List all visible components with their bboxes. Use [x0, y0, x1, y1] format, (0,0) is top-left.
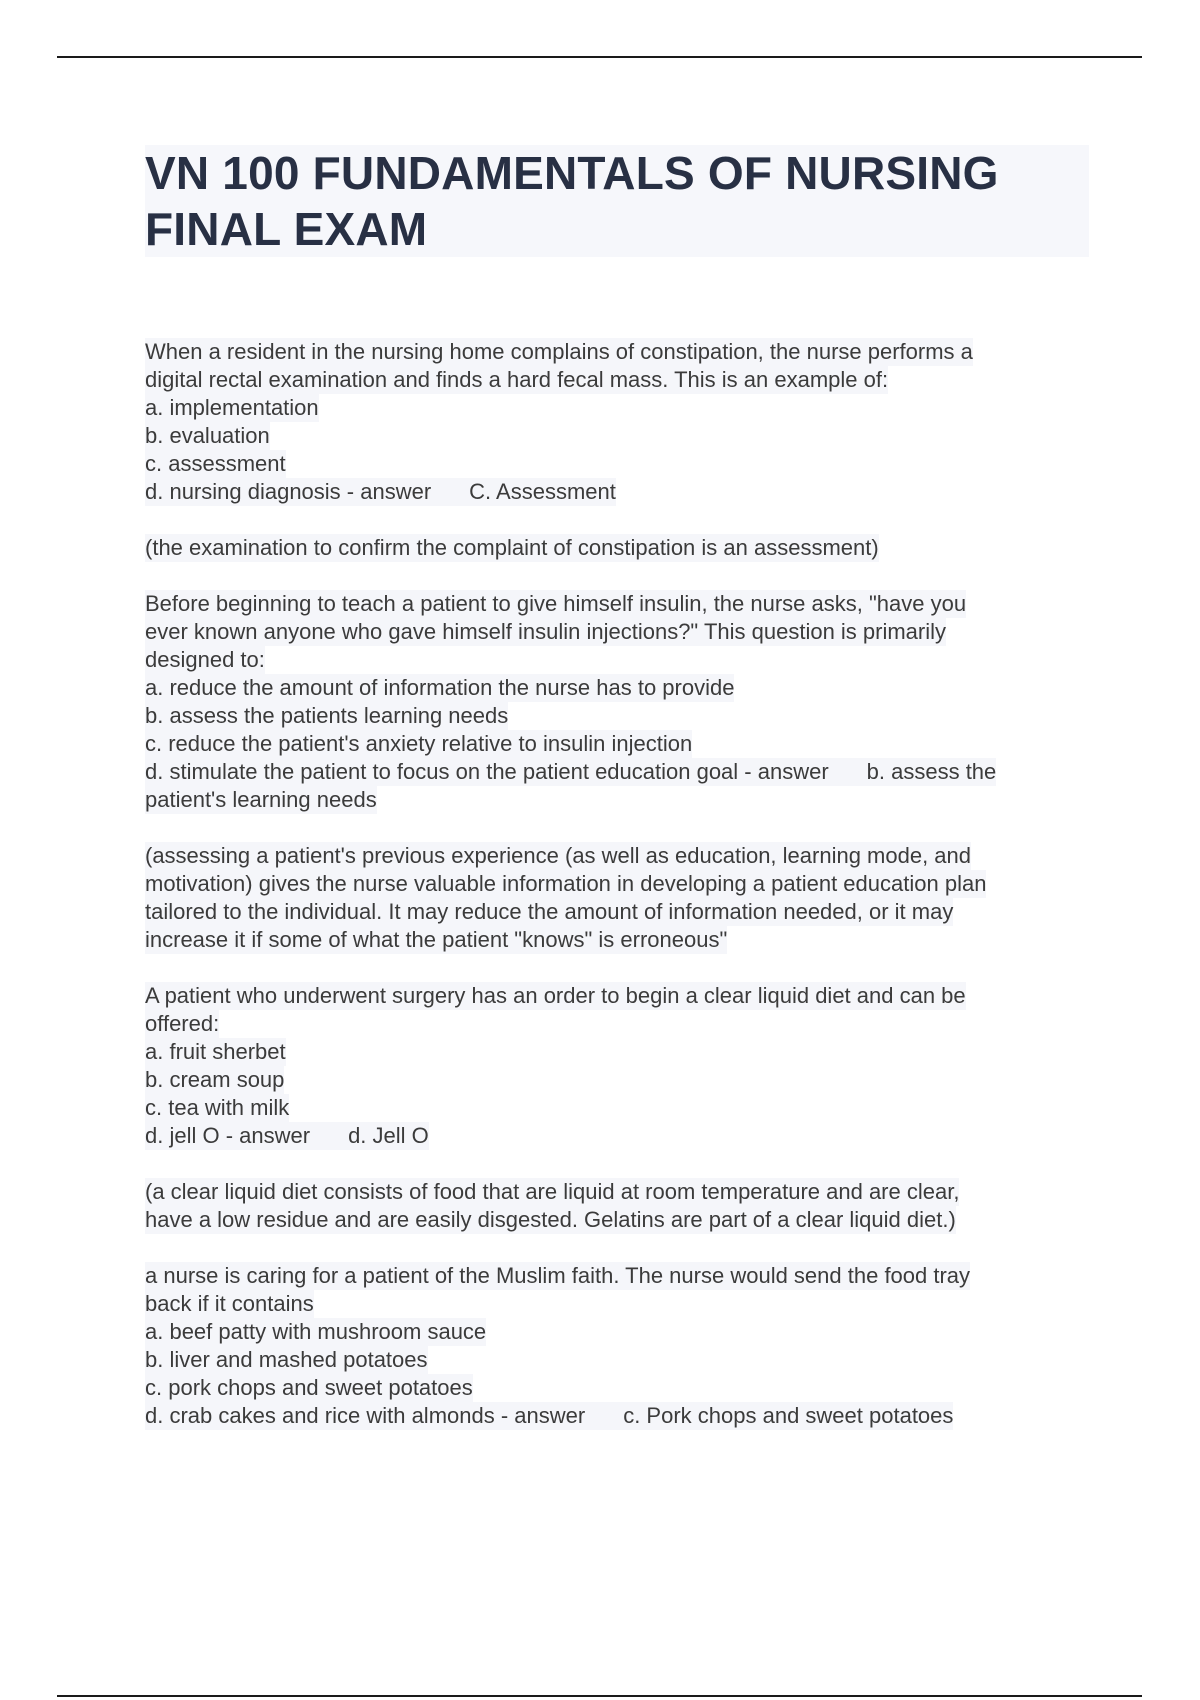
answer-option: [145, 1318, 486, 1346]
rationale-line: tailored to the individual. It may reduce the amount of information needed, or it may: [145, 899, 954, 924]
rationale-line: have a low residue and are easily disgested. Gelatins are part of a clear liquid diet.): [145, 1207, 956, 1232]
title-block: [145, 145, 1089, 257]
question-block: [145, 338, 1095, 506]
question-stem-line: designed to:: [145, 647, 265, 672]
option-text: a. fruit sherbet: [145, 1039, 286, 1064]
answer-option: [145, 702, 508, 730]
option-text: a. reduce the amount of information the nurse has to provide: [145, 675, 735, 700]
question-stem-line: Before beginning to teach a patient to give himself insulin, the nurse asks, "have you: [145, 591, 967, 616]
option-text: c. tea with milk: [145, 1095, 290, 1120]
page-title: [145, 145, 1081, 257]
option-text: d. crab cakes and rice with almonds - answer: [145, 1403, 586, 1428]
correct-answer: d. Jell O: [348, 1123, 429, 1148]
option-text: c. pork chops and sweet potatoes: [145, 1375, 473, 1400]
rationale-block: [145, 1178, 1095, 1234]
question-stem-line: A patient who underwent surgery has an order to begin a clear liquid diet and can be: [145, 983, 966, 1008]
option-text: a. beef patty with mushroom sauce: [145, 1319, 487, 1344]
question-stem-line: When a resident in the nursing home complains of constipation, the nurse performs a: [145, 339, 973, 364]
answer-option: [145, 422, 270, 450]
rationale-block: [145, 534, 1095, 562]
answer-option: [145, 394, 319, 422]
answer-option: [145, 730, 692, 758]
rationale-line: (the examination to confirm the complaint of constipation is an assessment): [145, 535, 879, 560]
question-block: [145, 982, 1095, 1150]
rationale-line: (assessing a patient's previous experience (as well as education, learning mode, and: [145, 843, 972, 868]
question-stem-line: offered:: [145, 1011, 220, 1036]
answer-option: [145, 1346, 428, 1374]
correct-answer: C. Assessment: [469, 479, 616, 504]
rationale-line: increase it if some of what the patient "knows" is erroneous": [145, 927, 728, 952]
title-line: VN 100 FUNDAMENTALS OF NURSING: [145, 147, 999, 199]
question-block: [145, 590, 1095, 814]
question-stem-line: ever known anyone who gave himself insulin injections?" This question is primarily: [145, 619, 947, 644]
top-rule: [57, 56, 1142, 58]
rationale-line: (a clear liquid diet consists of food that are liquid at room temperature and are clear,: [145, 1179, 960, 1204]
option-text: d. jell O - answer: [145, 1123, 311, 1148]
answer-option: [145, 1094, 289, 1122]
rationale-line: motivation) gives the nurse valuable information in developing a patient education plan: [145, 871, 987, 896]
answer-option: [145, 1122, 429, 1150]
correct-answer-continued: patient's learning needs: [145, 787, 377, 812]
option-text: d. nursing diagnosis - answer: [145, 479, 432, 504]
option-text: b. evaluation: [145, 423, 270, 448]
title-line: FINAL EXAM: [145, 203, 428, 255]
rationale-block: [145, 842, 1095, 954]
answer-option: [145, 1402, 953, 1430]
answer-option: [145, 1038, 286, 1066]
correct-answer: b. assess the: [866, 759, 997, 784]
option-text: b. cream soup: [145, 1067, 285, 1092]
answer-option: [145, 758, 996, 786]
option-text: c. reduce the patient's anxiety relative to insulin injection: [145, 731, 693, 756]
question-stem-line: digital rectal examination and finds a hard fecal mass. This is an example of:: [145, 367, 889, 392]
document-body: [145, 338, 1095, 1458]
answer-option: [145, 450, 286, 478]
question-stem-line: a nurse is caring for a patient of the Muslim faith. The nurse would send the food tray: [145, 1263, 971, 1288]
answer-option: [145, 674, 734, 702]
option-text: c. assessment: [145, 451, 286, 476]
option-text: b. liver and mashed potatoes: [145, 1347, 428, 1372]
answer-option: [145, 1066, 284, 1094]
correct-answer: c. Pork chops and sweet potatoes: [623, 1403, 954, 1428]
option-text: a. implementation: [145, 395, 319, 420]
option-text: b. assess the patients learning needs: [145, 703, 509, 728]
option-text: d. stimulate the patient to focus on the patient education goal - answer: [145, 759, 829, 784]
question-stem-line: back if it contains: [145, 1291, 314, 1316]
question-block: [145, 1262, 1095, 1430]
answer-option: [145, 1374, 473, 1402]
bottom-rule: [57, 1695, 1142, 1697]
answer-option: [145, 478, 616, 506]
